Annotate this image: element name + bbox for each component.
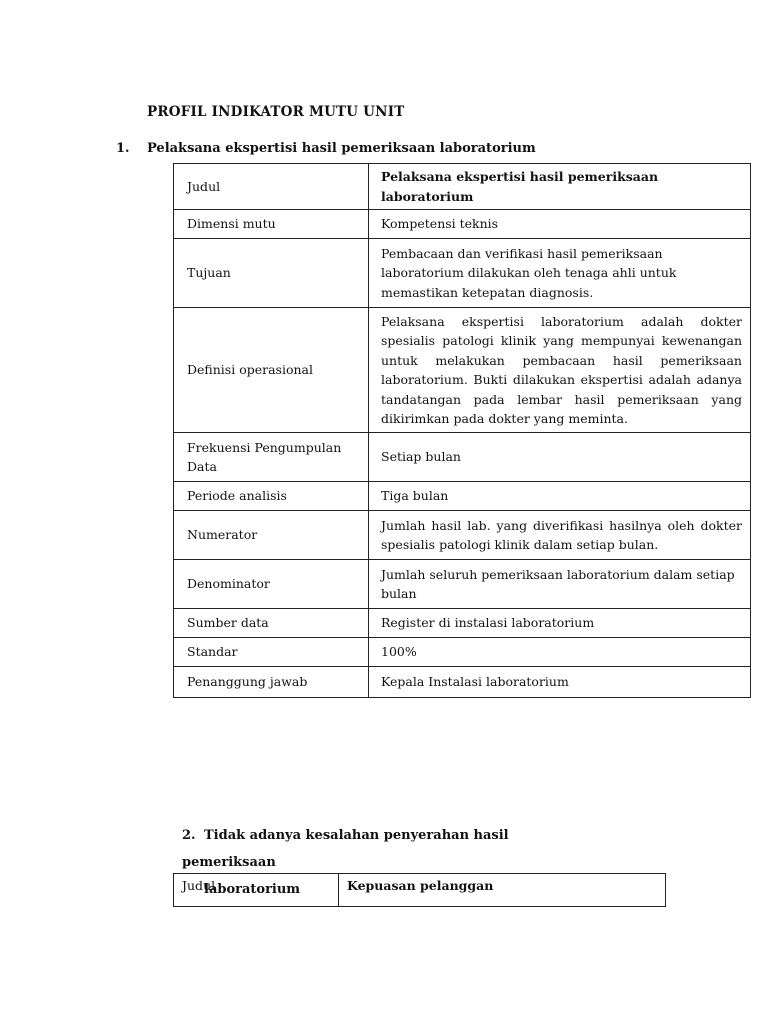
table-row-judul: [174, 164, 751, 210]
table-row-numerator: [174, 511, 751, 560]
row-value: Kompetensi teknis: [369, 210, 751, 239]
row-value: Pelaksana ekspertisi hasil pemeriksaan laboratorium: [369, 164, 751, 210]
table-row-sumber-data: [174, 609, 751, 638]
section-2-title-line2: laboratorium: [204, 882, 301, 897]
row-value: Pembacaan dan verifikasi hasil pemeriksaan laboratorium dilakukan oleh tenaga ahli untuk memastikan ketepatan diagnosis.: [369, 239, 751, 308]
page-title: PROFIL INDIKATOR MUTU UNIT: [147, 104, 405, 120]
row-label: Frekuensi Pengumpulan Data: [174, 433, 369, 482]
row-value: 100%: [369, 638, 751, 667]
row-label: Sumber data: [174, 609, 369, 638]
table-row-denominator: [174, 560, 751, 609]
row-value: Setiap bulan: [369, 433, 751, 482]
row-label: Periode analisis: [174, 482, 369, 511]
row-value: Kepala Instalasi laboratorium: [369, 667, 751, 698]
section-1-title: Pelaksana ekspertisi hasil pemeriksaan laboratorium: [147, 141, 536, 156]
section-1-heading: [116, 141, 536, 156]
table-row-dimensi-mutu: [174, 210, 751, 239]
row-label: Numerator: [174, 511, 369, 560]
row-label: Denominator: [174, 560, 369, 609]
row-label: Judul: [174, 874, 339, 907]
row-value: Jumlah hasil lab. yang diverifikasi hasilnya oleh dokter spesialis patologi klinik dalam setiap bulan.: [369, 511, 751, 560]
row-label: Judul: [174, 164, 369, 210]
row-value: Pelaksana ekspertisi laboratorium adalah dokter spesialis patologi klinik yang mempunyai kewenangan untuk melakukan pembacaan hasil pemeriksaan laboratorium. Bukti dilakukan ekspertisi adalah adanya tandatangan pada lembar hasil pemeriksaan yang dikirimkan pada dokter yang meminta.: [369, 308, 751, 433]
table-row-tujuan: [174, 239, 751, 308]
section-1-number: 1.: [116, 141, 130, 156]
indicator-table-1: [173, 163, 751, 698]
row-label: Definisi operasional: [174, 308, 369, 433]
table-row-definisi-operasional: [174, 308, 751, 433]
section-2-number: 2.: [182, 828, 196, 843]
row-value: Tiga bulan: [369, 482, 751, 511]
table-row-judul: [174, 874, 666, 907]
table-row-periode-analisis: [174, 482, 751, 511]
row-label: Standar: [174, 638, 369, 667]
row-value: Kepuasan pelanggan: [339, 874, 666, 907]
row-label: Penanggung jawab: [174, 667, 369, 698]
row-value: Register di instalasi laboratorium: [369, 609, 751, 638]
table-row-frekuensi: [174, 433, 751, 482]
row-label: Tujuan: [174, 239, 369, 308]
row-label: Dimensi mutu: [174, 210, 369, 239]
row-value: Jumlah seluruh pemeriksaan laboratorium dalam setiap bulan: [369, 560, 751, 609]
section-2-title-line1: Tidak adanya kesalahan penyerahan hasil pemeriksaan: [182, 828, 509, 870]
table-row-penanggung-jawab: [174, 667, 751, 698]
indicator-table-2: [173, 873, 666, 907]
table-row-standar: [174, 638, 751, 667]
